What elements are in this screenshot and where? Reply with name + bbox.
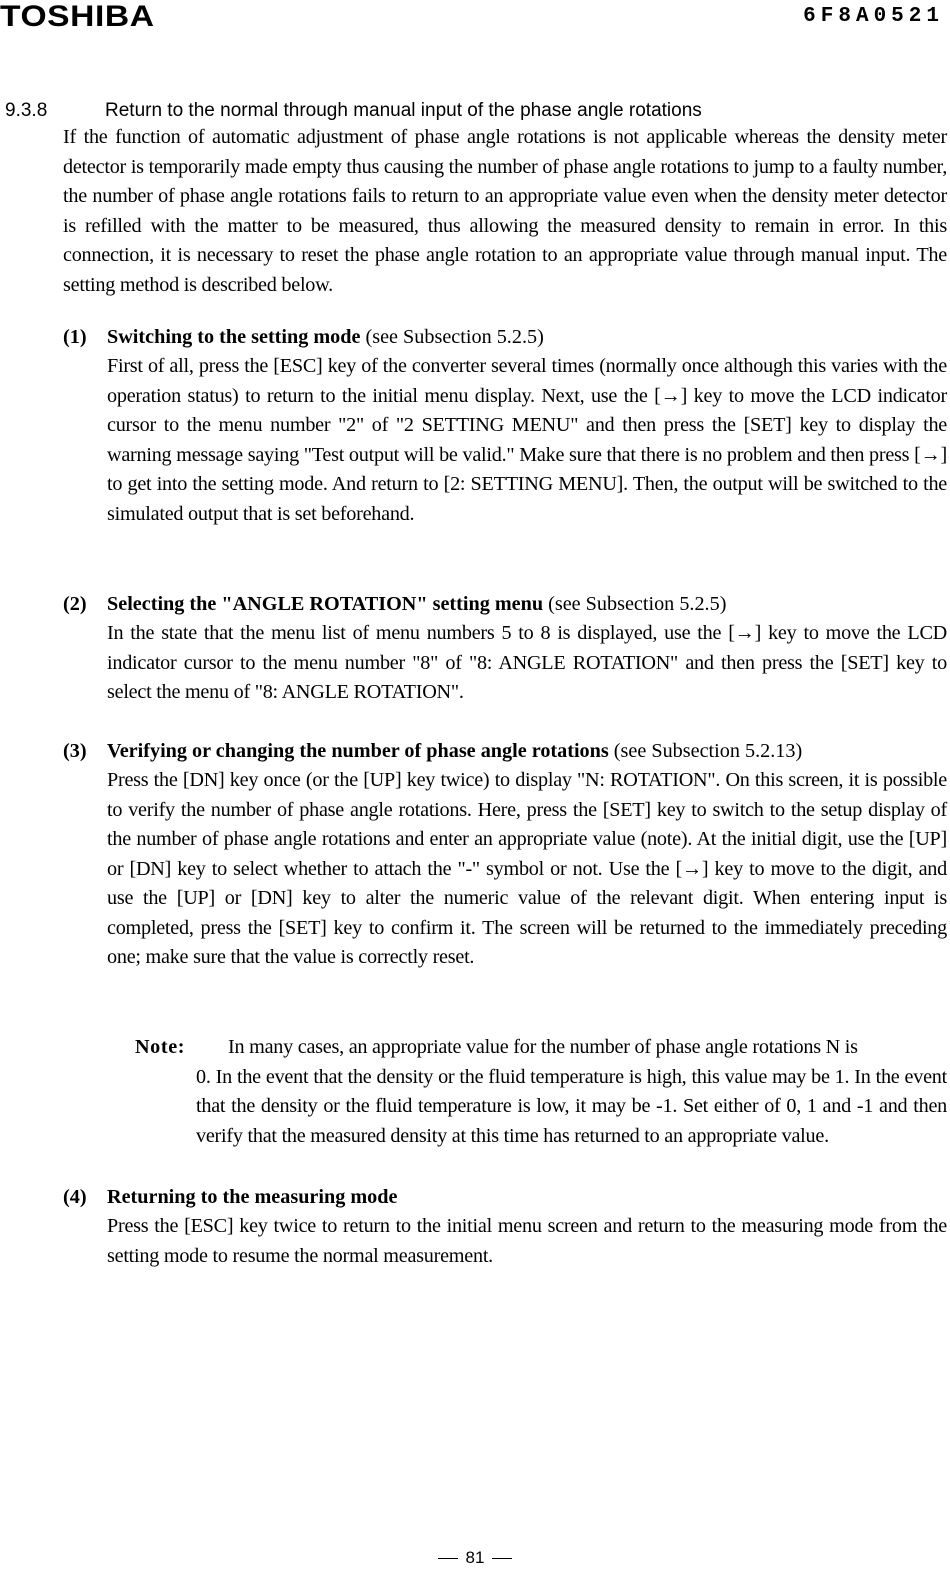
item-number: (1) [63, 326, 87, 348]
item-body-4: Press the [ESC] key twice to return to the initial menu screen and return to the measuring mode from the setting mode to resume the normal measurement. [107, 1215, 947, 1267]
item-body-3: Press the [DN] key once (or the [UP] key twice) to display "N: ROTATION". On this screen, it is possible to verify the number of phase angle rotations. Here, press the [SET] key to switch to the setup display of the number of phase angle rotations and enter an appropriate value (note). At the initial digit, use the [UP] or [DN] key to select whether to attach the "-" symbol or not. Use the [→] key to move to the digit, and use the [UP] or [DN] key to alter the numeric value of the relevant digit. When entering input is completed, press the [SET] key to confirm it. The screen will be returned to the immediately preceding one; make sure that the value is correctly reset. [107, 769, 947, 968]
item-title: Selecting the "ANGLE ROTATION" setting menu [107, 593, 544, 615]
note-text: 0. In the event that the density or the fluid temperature is high, this value may be 1. In the event that the density or the fluid temperature is low, it may be -1. Set either of 0, 1 and -1 and then verify that the measured density at this time has returned to an appropriate value. [196, 1065, 947, 1147]
item-body-2: In the state that the menu list of menu numbers 5 to 8 is displayed, use the [→] key to move the LCD indicator cursor to the menu number "8" of "8: ANGLE ROTATION" and then press the [SET] key to select the menu of "8: ANGLE ROTATION". [107, 622, 947, 703]
item-body-1: First of all, press the [ESC] key of the converter several times (normally once although this varies with the operation status) to return to the initial menu display. Next, use the [→] key to move the LCD indicator cursor to the menu number "2" of "2 SETTING MENU" and then press the [SET] key to display the warning message saying "Test output will be valid." Make sure that there is no problem and then press [→] to get into the setting mode. And return to [2: SETTING MENU]. Then, the output will be switched to the simulated output that is set beforehand. [107, 355, 947, 525]
note-block [135, 1033, 947, 1151]
note-first-line [135, 1033, 947, 1063]
footer-dash-right [492, 1558, 512, 1559]
item-number: (4) [63, 1186, 87, 1208]
toshiba-logo: TOSHIBA [0, 0, 155, 33]
footer-dash-left [438, 1558, 458, 1559]
item-number: (3) [63, 740, 87, 762]
section-intro: If the function of automatic adjustment of phase angle rotations is not applicable whereas the density meter detector is temporarily made empty thus causing the number of phase angle rotations to jump to a faulty number, the number of phase angle rotations fails to return to an appropriate value even when the density meter detector is refilled with the matter to be measured, thus allowing the measured density to remain in error. In this connection, it is necessary to reset the phase angle rotation to an appropriate value through manual input. The setting method is described below. [63, 126, 947, 296]
note-first-text: In many cases, an appropriate value for the number of phase angle rotations N is [228, 1036, 858, 1058]
page-footer [0, 1548, 950, 1568]
item-number: (2) [63, 593, 87, 615]
item-reference: (see Subsection 5.2.5) [365, 326, 544, 348]
section-heading [5, 99, 702, 123]
item-heading-3 [63, 737, 947, 767]
item-heading-2 [63, 590, 947, 620]
item-title: Verifying or changing the number of phase angle rotations [107, 740, 609, 762]
item-reference: (see Subsection 5.2.5) [548, 593, 727, 615]
item-heading-1 [63, 323, 947, 353]
document-number: 6F8A0521 [803, 5, 944, 28]
item-title: Switching to the setting mode [107, 326, 361, 348]
page-number: 81 [465, 1548, 485, 1567]
note-label: Note: [135, 1036, 186, 1058]
section-title: Return to the normal through manual input of the phase angle rotations [105, 100, 702, 121]
section-number: 9.3.8 [5, 100, 48, 121]
item-heading-4 [63, 1183, 947, 1213]
item-title: Returning to the measuring mode [107, 1186, 398, 1208]
item-reference: (see Subsection 5.2.13) [613, 740, 803, 762]
